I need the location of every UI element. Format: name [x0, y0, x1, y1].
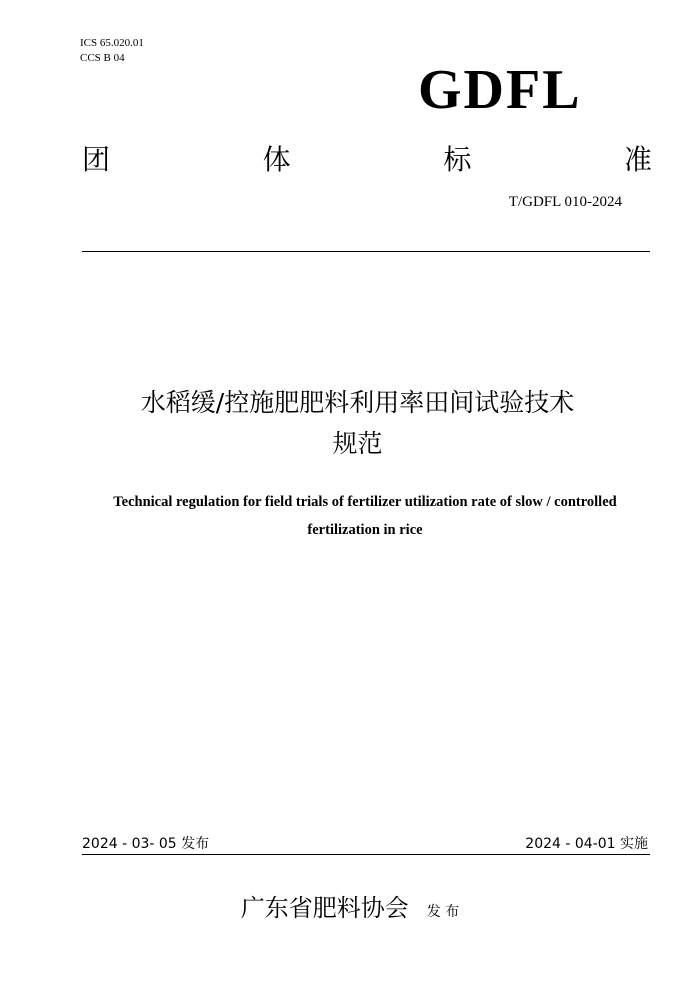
bottom-divider [82, 854, 650, 855]
standard-number: T/GDFL 010-2024 [508, 194, 622, 210]
english-title [70, 488, 660, 544]
publish-action: 发 布 [426, 904, 460, 920]
standard-type-heading [82, 142, 652, 178]
standard-type-char: 准 [623, 143, 652, 176]
publisher-name: 广东省肥料协会 [240, 894, 409, 922]
ics-code: ICS 65.020.01 [80, 37, 144, 49]
english-title-line: fertilization in rice [307, 522, 423, 538]
top-divider [82, 251, 650, 252]
english-title-line: Technical regulation for field trials of fertilizer utilization rate of slow / controlled [113, 494, 617, 510]
chinese-title-line: 规范 [332, 429, 383, 458]
chinese-title-line: 水稻缓/控施肥肥料利用率田间试验技术 [140, 388, 575, 417]
chinese-title [60, 382, 655, 464]
standard-type-char: 体 [262, 143, 291, 176]
publisher-line [0, 888, 700, 923]
ccs-code: CCS B 04 [80, 52, 125, 64]
classification-codes [80, 36, 144, 66]
standard-type-char: 团 [82, 143, 111, 176]
gdfl-logo: GDFL [418, 59, 582, 121]
standard-type-char: 标 [443, 143, 472, 176]
date-row [82, 834, 648, 854]
issue-date: 2024 - 03- 05 发布 [82, 836, 210, 852]
implementation-date: 2024 - 04-01 实施 [525, 836, 648, 852]
